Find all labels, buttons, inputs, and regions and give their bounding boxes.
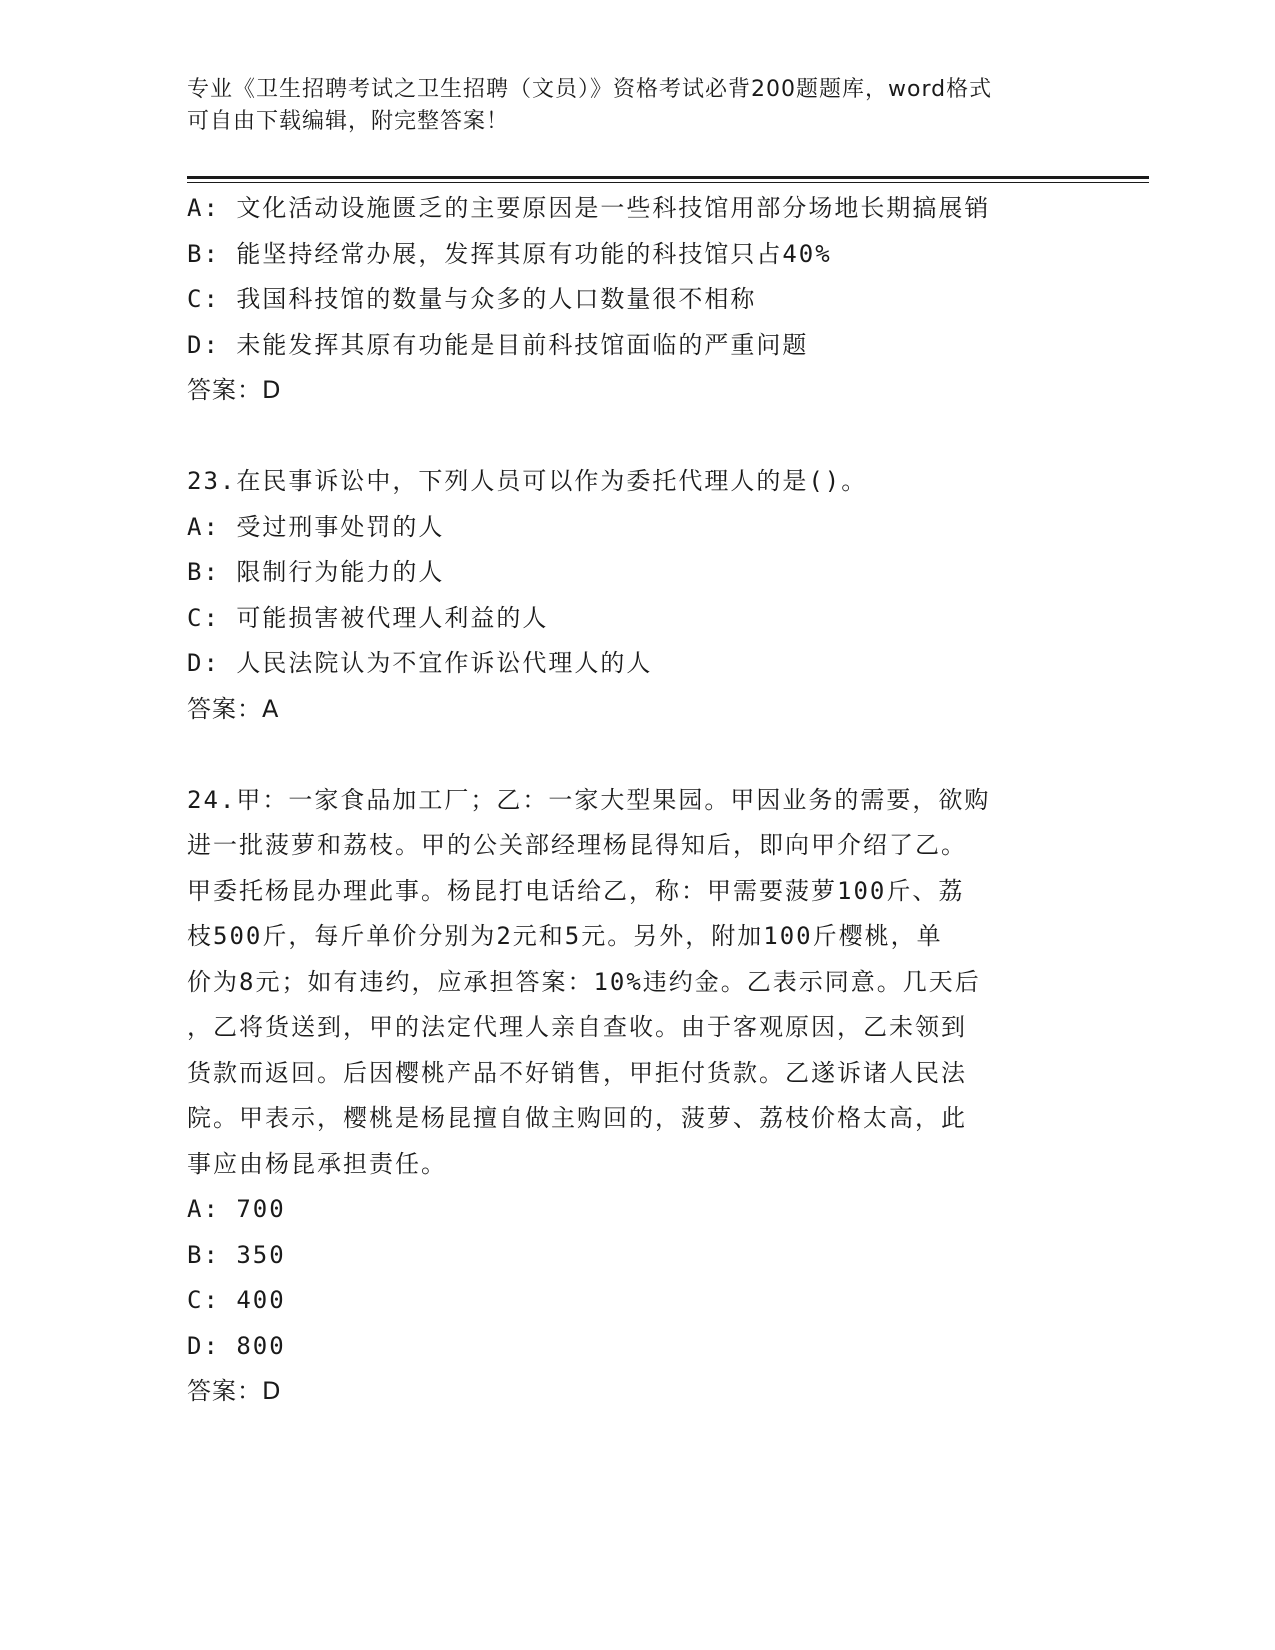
option-c: C: 可能损害被代理人利益的人 [187, 603, 549, 632]
question-stem-line: 进一批菠萝和荔枝。甲的公关部经理杨昆得知后，即向甲介绍了乙。 [187, 831, 967, 859]
question-stem: 23.在民事诉讼中，下列人员可以作为委托代理人的是()。 [187, 467, 868, 495]
question-content [187, 186, 1077, 1415]
answer-line: 答案：A [187, 694, 280, 723]
option-d: D: 人民法院认为不宜作诉讼代理人的人 [187, 649, 653, 677]
question-stem-line: 事应由杨昆承担责任。 [187, 1149, 447, 1178]
document-header [187, 74, 1087, 138]
option-a: A: 700 [187, 1195, 286, 1223]
option-a: A: 文化活动设施匮乏的主要原因是一些科技馆用部分场地长期搞展销 [187, 194, 991, 222]
question-24 [187, 778, 1077, 1415]
question-stem-line: 货款而返回。后因樱桃产品不好销售，甲拒付货款。乙遂诉诸人民法 [187, 1058, 967, 1087]
spacer [187, 732, 1077, 778]
header-rule-thin [187, 182, 1149, 183]
header-rule-thick [187, 176, 1149, 179]
question-22 [187, 186, 1077, 414]
option-d: D: 800 [187, 1331, 286, 1360]
answer-line: 答案：D [187, 1377, 282, 1405]
question-stem-line: ，乙将货送到，甲的法定代理人亲自查收。由于客观原因，乙未领到 [187, 1013, 967, 1041]
option-b: B: 350 [187, 1240, 286, 1269]
header-title-line-1: 专业《卫生招聘考试之卫生招聘（文员）》资格考试必背200题题库，word格式 [187, 77, 993, 102]
header-title-line-2: 可自由下载编辑，附完整答案！ [187, 109, 510, 134]
option-d: D: 未能发挥其原有功能是目前科技馆面临的严重问题 [187, 330, 809, 359]
option-c: C: 400 [187, 1286, 286, 1314]
question-23 [187, 459, 1077, 732]
question-stem-line: 24.甲：一家食品加工厂；乙：一家大型果园。甲因业务的需要，欲购 [187, 785, 991, 814]
answer-line: 答案：D [187, 376, 282, 404]
spacer [187, 414, 1077, 460]
option-b: B: 限制行为能力的人 [187, 558, 445, 586]
question-stem-line: 甲委托杨昆办理此事。杨昆打电话给乙，称：甲需要菠萝100斤、荔 [187, 876, 965, 905]
option-b: B: 能坚持经常办展，发挥其原有功能的科技馆只占40% [187, 239, 832, 268]
option-a: A: 受过刑事处罚的人 [187, 512, 445, 541]
option-c: C: 我国科技馆的数量与众多的人口数量很不相称 [187, 285, 757, 313]
question-stem-line: 枝500斤，每斤单价分别为2元和5元。另外，附加100斤樱桃，单 [187, 922, 943, 950]
question-stem-line: 院。甲表示，樱桃是杨昆擅自做主购回的，菠萝、荔枝价格太高，此 [187, 1104, 967, 1132]
question-stem-line: 价为8元；如有违约，应承担答案：10%违约金。乙表示同意。几天后 [187, 967, 981, 996]
